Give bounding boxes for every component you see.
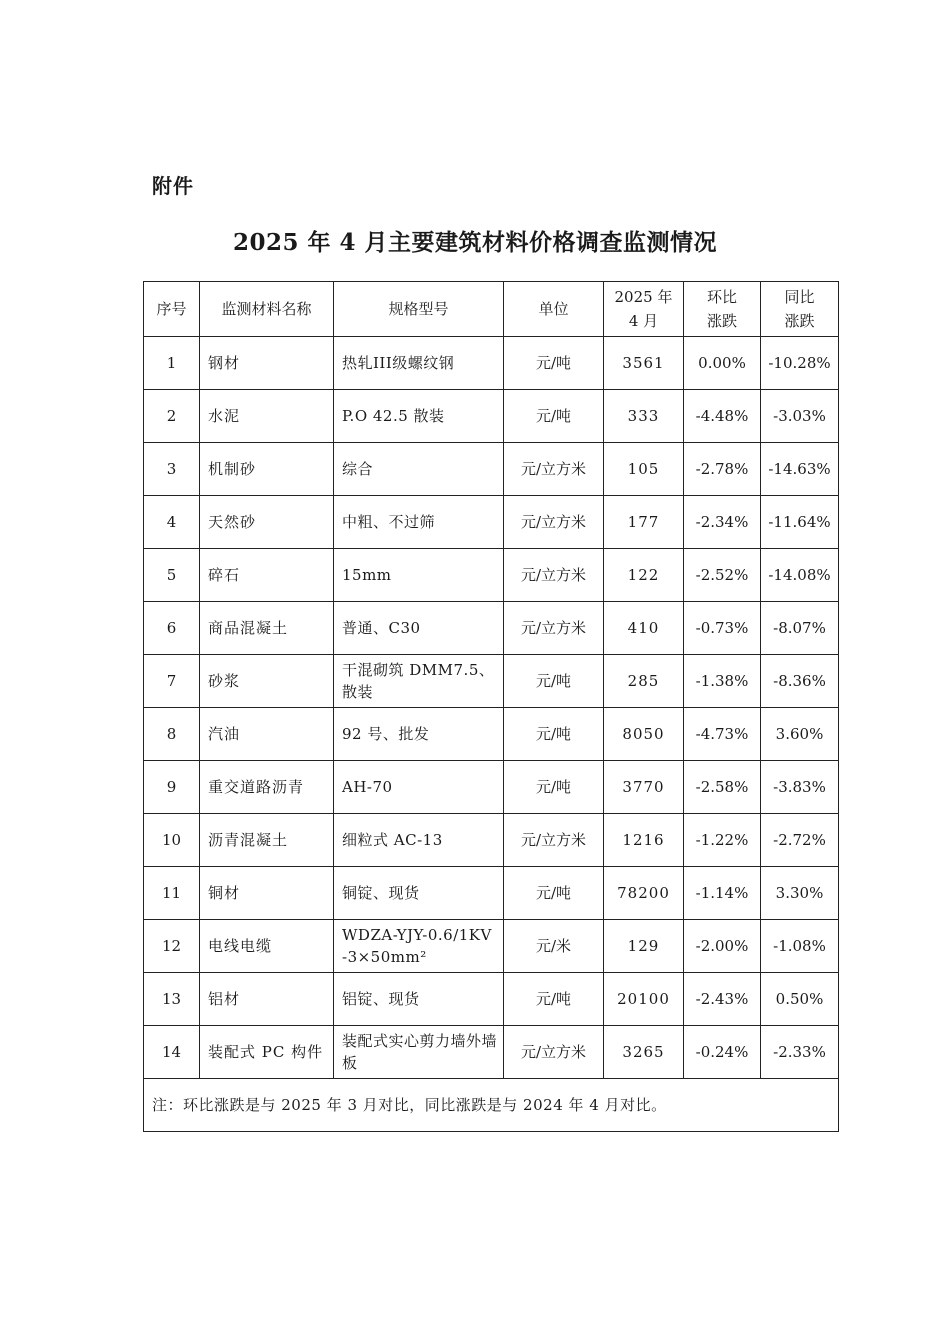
cell-unit: 元/吨 — [504, 867, 604, 920]
cell-mom: -1.22% — [684, 814, 761, 867]
table-row — [144, 496, 839, 549]
cell-price: 20100 — [604, 973, 684, 1026]
cell-unit: 元/吨 — [504, 337, 604, 390]
cell-spec: 中粗、不过筛 — [334, 496, 504, 549]
cell-name: 钢材 — [200, 337, 334, 390]
header-price-line2: 4 月 — [628, 312, 659, 330]
cell-price: 3561 — [604, 337, 684, 390]
cell-unit: 元/吨 — [504, 390, 604, 443]
cell-yoy: -8.07% — [761, 602, 839, 655]
cell-spec: 铜锭、现货 — [334, 867, 504, 920]
cell-mom: -4.48% — [684, 390, 761, 443]
cell-no: 13 — [144, 973, 200, 1026]
price-table — [143, 281, 839, 1132]
cell-no: 2 — [144, 390, 200, 443]
cell-yoy: -3.03% — [761, 390, 839, 443]
cell-yoy: 3.30% — [761, 867, 839, 920]
cell-spec: 综合 — [334, 443, 504, 496]
cell-yoy: 3.60% — [761, 708, 839, 761]
cell-yoy: -1.08% — [761, 920, 839, 973]
cell-spec: 普通、C30 — [334, 602, 504, 655]
cell-no: 12 — [144, 920, 200, 973]
cell-name: 碎石 — [200, 549, 334, 602]
cell-mom: -2.00% — [684, 920, 761, 973]
cell-mom: -2.78% — [684, 443, 761, 496]
cell-name: 天然砂 — [200, 496, 334, 549]
cell-spec: 细粒式 AC-13 — [334, 814, 504, 867]
cell-name: 铝材 — [200, 973, 334, 1026]
header-name: 监测材料名称 — [200, 282, 334, 337]
cell-yoy: -2.72% — [761, 814, 839, 867]
cell-name: 装配式 PC 构件 — [200, 1026, 334, 1079]
cell-mom: -0.73% — [684, 602, 761, 655]
cell-no: 1 — [144, 337, 200, 390]
cell-spec: 15mm — [334, 549, 504, 602]
cell-no: 5 — [144, 549, 200, 602]
cell-yoy: -14.63% — [761, 443, 839, 496]
cell-mom: -2.43% — [684, 973, 761, 1026]
table-row — [144, 602, 839, 655]
cell-price: 177 — [604, 496, 684, 549]
cell-spec: 装配式实心剪力墙外墙板 — [334, 1026, 504, 1079]
cell-mom: -2.58% — [684, 761, 761, 814]
table-note-row — [144, 1079, 839, 1132]
table-row — [144, 708, 839, 761]
cell-no: 11 — [144, 867, 200, 920]
cell-name: 机制砂 — [200, 443, 334, 496]
cell-spec: 热轧III级螺纹钢 — [334, 337, 504, 390]
table-row — [144, 390, 839, 443]
cell-price: 122 — [604, 549, 684, 602]
cell-name: 商品混凝土 — [200, 602, 334, 655]
header-mom-line1: 环比 — [706, 288, 737, 306]
cell-no: 7 — [144, 655, 200, 708]
cell-price: 78200 — [604, 867, 684, 920]
cell-yoy: -10.28% — [761, 337, 839, 390]
cell-unit: 元/吨 — [504, 655, 604, 708]
cell-yoy: 0.50% — [761, 973, 839, 1026]
cell-price: 105 — [604, 443, 684, 496]
header-spec: 规格型号 — [334, 282, 504, 337]
table-row — [144, 443, 839, 496]
cell-unit: 元/立方米 — [504, 443, 604, 496]
cell-unit: 元/吨 — [504, 761, 604, 814]
cell-yoy: -8.36% — [761, 655, 839, 708]
table-row — [144, 920, 839, 973]
cell-spec: 铝锭、现货 — [334, 973, 504, 1026]
cell-yoy: -2.33% — [761, 1026, 839, 1079]
cell-name: 水泥 — [200, 390, 334, 443]
table-row — [144, 761, 839, 814]
table-row — [144, 337, 839, 390]
cell-price: 8050 — [604, 708, 684, 761]
table-row — [144, 549, 839, 602]
cell-no: 10 — [144, 814, 200, 867]
header-yoy-line1: 同比 — [784, 288, 815, 306]
attachment-label: 附件 — [152, 174, 194, 198]
cell-name: 沥青混凝土 — [200, 814, 334, 867]
cell-spec: AH-70 — [334, 761, 504, 814]
header-unit: 单位 — [504, 282, 604, 337]
cell-unit: 元/吨 — [504, 973, 604, 1026]
cell-no: 9 — [144, 761, 200, 814]
table-note: 注：环比涨跌是与 2025 年 3 月对比，同比涨跌是与 2024 年 4 月对比。 — [144, 1079, 839, 1132]
cell-price: 129 — [604, 920, 684, 973]
cell-spec: P.O 42.5 散装 — [334, 390, 504, 443]
header-mom — [684, 282, 761, 337]
cell-unit: 元/立方米 — [504, 549, 604, 602]
header-yoy-line2: 涨跌 — [784, 312, 815, 330]
table-row — [144, 1026, 839, 1079]
cell-price: 333 — [604, 390, 684, 443]
cell-no: 8 — [144, 708, 200, 761]
cell-yoy: -3.83% — [761, 761, 839, 814]
header-price — [604, 282, 684, 337]
cell-name: 汽油 — [200, 708, 334, 761]
cell-spec: 干混砌筑 DMM7.5、散装 — [334, 655, 504, 708]
table-row — [144, 814, 839, 867]
table-header-row — [144, 282, 839, 337]
cell-mom: -2.34% — [684, 496, 761, 549]
cell-mom: 0.00% — [684, 337, 761, 390]
cell-mom: -0.24% — [684, 1026, 761, 1079]
cell-mom: -1.14% — [684, 867, 761, 920]
cell-spec: WDZA-YJY-0.6/1KV -3×50mm² — [334, 920, 504, 973]
cell-unit: 元/米 — [504, 920, 604, 973]
table-row — [144, 867, 839, 920]
cell-no: 14 — [144, 1026, 200, 1079]
header-yoy — [761, 282, 839, 337]
cell-no: 6 — [144, 602, 200, 655]
cell-price: 3770 — [604, 761, 684, 814]
page-title: 2025 年 4 月主要建筑材料价格调查监测情况 — [232, 229, 718, 256]
cell-spec: 92 号、批发 — [334, 708, 504, 761]
cell-price: 3265 — [604, 1026, 684, 1079]
cell-name: 重交道路沥青 — [200, 761, 334, 814]
cell-unit: 元/吨 — [504, 708, 604, 761]
cell-unit: 元/立方米 — [504, 496, 604, 549]
cell-no: 4 — [144, 496, 200, 549]
cell-mom: -4.73% — [684, 708, 761, 761]
cell-no: 3 — [144, 443, 200, 496]
cell-name: 铜材 — [200, 867, 334, 920]
cell-yoy: -11.64% — [761, 496, 839, 549]
table-row — [144, 973, 839, 1026]
cell-mom: -1.38% — [684, 655, 761, 708]
header-price-line1: 2025 年 — [614, 288, 673, 306]
cell-name: 砂浆 — [200, 655, 334, 708]
header-no: 序号 — [144, 282, 200, 337]
cell-unit: 元/立方米 — [504, 602, 604, 655]
cell-mom: -2.52% — [684, 549, 761, 602]
cell-unit: 元/立方米 — [504, 814, 604, 867]
cell-yoy: -14.08% — [761, 549, 839, 602]
header-mom-line2: 涨跌 — [706, 312, 737, 330]
cell-unit: 元/立方米 — [504, 1026, 604, 1079]
cell-name: 电线电缆 — [200, 920, 334, 973]
cell-price: 410 — [604, 602, 684, 655]
table-row — [144, 655, 839, 708]
cell-price: 1216 — [604, 814, 684, 867]
cell-price: 285 — [604, 655, 684, 708]
